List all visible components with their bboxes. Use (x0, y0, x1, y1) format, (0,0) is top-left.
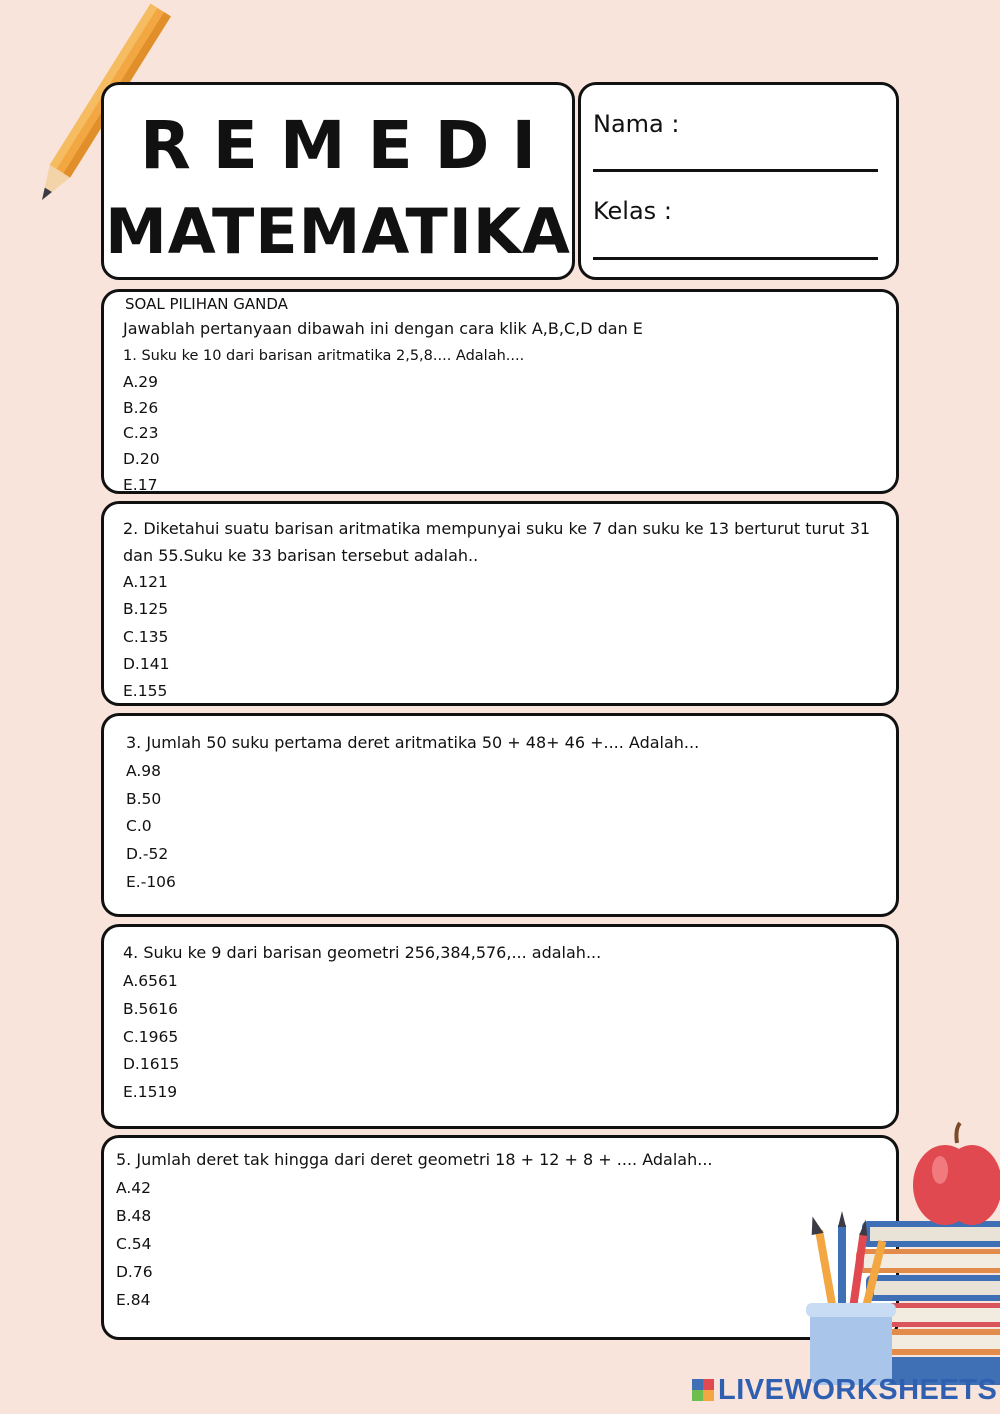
option-2e[interactable]: E.155 (123, 682, 168, 700)
option-3d[interactable]: D.-52 (126, 845, 169, 863)
question-1-text: 1. Suku ke 10 dari barisan aritmatika 2,5,8.... Adalah.... (123, 348, 525, 364)
option-2b[interactable]: B.125 (123, 600, 169, 618)
section-title: SOAL PILIHAN GANDA (125, 295, 288, 313)
option-2a[interactable]: A.121 (123, 573, 168, 591)
question-2-box (101, 501, 899, 706)
title-matematika: MATEMATIKA (105, 195, 571, 268)
instruction-text: Jawablah pertanyaan dibawah ini dengan cara klik A,B,C,D dan E (123, 319, 643, 338)
option-1c[interactable]: C.23 (123, 424, 159, 442)
name-field[interactable] (593, 169, 878, 172)
watermark-text: LIVEWORKSHEETS (718, 1373, 998, 1406)
apple-books-illustration (800, 1115, 1000, 1385)
class-label: Kelas : (593, 197, 672, 225)
option-2c[interactable]: C.135 (123, 628, 169, 646)
question-5-box (101, 1135, 899, 1340)
option-1b[interactable]: B.26 (123, 399, 159, 417)
question-5-text: 5. Jumlah deret tak hingga dari deret geometri 18 + 12 + 8 + .... Adalah... (116, 1150, 713, 1169)
question-4-box (101, 924, 899, 1129)
option-4d[interactable]: D.1615 (123, 1055, 180, 1073)
question-3-box (101, 713, 899, 917)
question-3-text: 3. Jumlah 50 suku pertama deret aritmatika 50 + 48+ 46 +.... Adalah... (126, 733, 700, 752)
apple-icon (913, 1123, 1000, 1225)
option-3c[interactable]: C.0 (126, 817, 152, 835)
question-4-text: 4. Suku ke 9 dari barisan geometri 256,384,576,... adalah... (123, 943, 602, 962)
liveworksheets-logo-icon (692, 1379, 714, 1401)
title-box (101, 82, 575, 280)
option-5d[interactable]: D.76 (116, 1263, 153, 1281)
option-1e[interactable]: E.17 (123, 476, 158, 494)
option-3a[interactable]: A.98 (126, 762, 161, 780)
class-field[interactable] (593, 257, 878, 260)
option-4e[interactable]: E.1519 (123, 1083, 178, 1101)
option-4b[interactable]: B.5616 (123, 1000, 179, 1018)
option-2d[interactable]: D.141 (123, 655, 170, 673)
question-1-box (101, 289, 899, 494)
option-4c[interactable]: C.1965 (123, 1028, 179, 1046)
option-3b[interactable]: B.50 (126, 790, 162, 808)
option-1a[interactable]: A.29 (123, 373, 158, 391)
question-2-text: 2. Diketahui suatu barisan aritmatika mempunyai suku ke 7 dan suku ke 13 berturut turut 31 dan 55.Suku ke 33 barisan tersebut adalah.. (123, 519, 871, 565)
option-5c[interactable]: C.54 (116, 1235, 152, 1253)
title-remedi: REMEDI (139, 107, 558, 184)
option-5b[interactable]: B.48 (116, 1207, 152, 1225)
option-3e[interactable]: E.-106 (126, 873, 176, 891)
option-5e[interactable]: E.84 (116, 1291, 151, 1309)
student-info-box (578, 82, 899, 280)
liveworksheets-watermark[interactable] (692, 1374, 997, 1406)
option-1d[interactable]: D.20 (123, 450, 160, 468)
name-label: Nama : (593, 110, 680, 138)
option-4a[interactable]: A.6561 (123, 972, 178, 990)
option-5a[interactable]: A.42 (116, 1179, 151, 1197)
